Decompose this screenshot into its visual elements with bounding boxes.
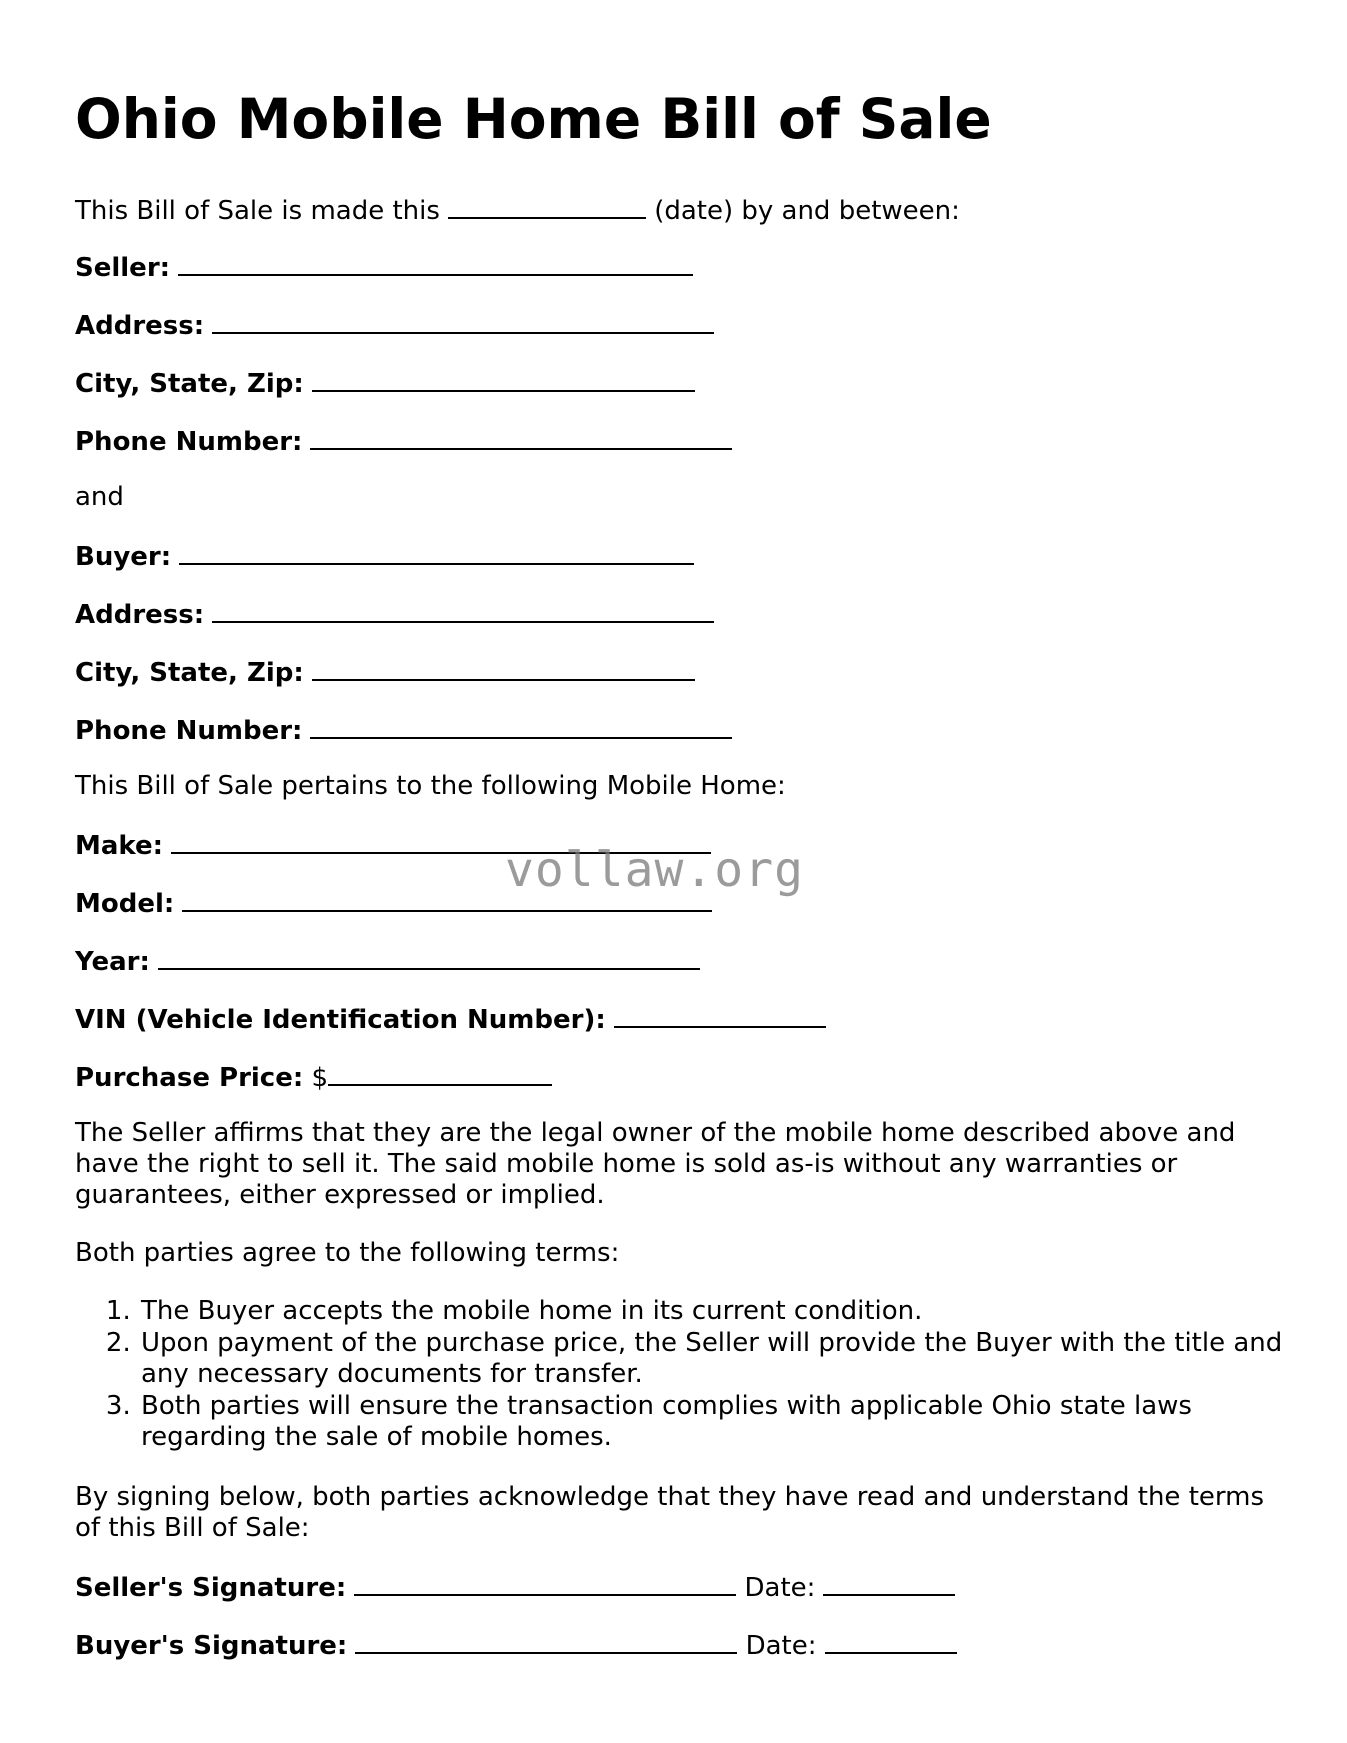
price-label: Purchase Price: — [75, 1063, 304, 1093]
seller-name-line — [75, 250, 693, 284]
term-item-3: 3. Both parties will ensure the transaction complies with applicable Ohio state laws regarding the sale of mobile homes. — [139, 1391, 1319, 1454]
buyer-address-line — [75, 597, 714, 631]
seller-phone-label: Phone Number: — [75, 427, 303, 457]
buyer-city-line — [75, 655, 695, 689]
intro-line — [75, 193, 960, 227]
term-item-2: 2. Upon payment of the purchase price, the Seller will provide the Buyer with the title and any necessary documents for transfer. — [139, 1328, 1319, 1391]
year-blank[interactable] — [158, 944, 700, 970]
seller-address-line — [75, 308, 714, 342]
buyer-signature-blank[interactable] — [355, 1628, 737, 1654]
terms-list — [75, 1296, 1319, 1454]
buyer-address-blank[interactable] — [212, 597, 714, 623]
price-currency-symbol: $ — [311, 1063, 329, 1093]
make-label: Make: — [75, 831, 164, 861]
seller-address-blank[interactable] — [212, 308, 714, 334]
buyer-name-line — [75, 539, 694, 573]
seller-address-label: Address: — [75, 311, 205, 341]
buyer-phone-line — [75, 713, 732, 747]
buyer-signature-line — [75, 1628, 957, 1662]
model-label: Model: — [75, 889, 175, 919]
seller-date-blank[interactable] — [823, 1570, 955, 1596]
buyer-address-label: Address: — [75, 600, 205, 630]
buyer-date-blank[interactable] — [825, 1628, 957, 1654]
seller-phone-line — [75, 424, 732, 458]
buyer-name-blank[interactable] — [179, 539, 694, 565]
buyer-name-label: Buyer: — [75, 542, 172, 572]
term-item-1: 1. The Buyer accepts the mobile home in its current condition. — [139, 1296, 1319, 1328]
document-title: Ohio Mobile Home Bill of Sale — [75, 87, 992, 151]
buyer-city-label: City, State, Zip: — [75, 658, 304, 688]
seller-name-label: Seller: — [75, 253, 171, 283]
seller-city-line — [75, 366, 695, 400]
year-label: Year: — [75, 947, 150, 977]
seller-phone-blank[interactable] — [310, 424, 732, 450]
acknowledgement-paragraph: By signing below, both parties acknowledge that they have read and understand the terms of this Bill of Sale: — [75, 1482, 1264, 1543]
seller-name-blank[interactable] — [178, 250, 693, 276]
price-line — [75, 1060, 552, 1094]
seller-signature-blank[interactable] — [354, 1570, 736, 1596]
buyer-phone-blank[interactable] — [310, 713, 732, 739]
vin-blank[interactable] — [614, 1002, 826, 1028]
terms-intro-text: Both parties agree to the following terms: — [75, 1238, 620, 1268]
and-text: and — [75, 482, 124, 512]
buyer-signature-label: Buyer's Signature: — [75, 1631, 348, 1661]
buyer-date-label: Date: — [745, 1631, 817, 1661]
seller-signature-label: Seller's Signature: — [75, 1573, 347, 1603]
seller-date-label: Date: — [744, 1573, 816, 1603]
home-intro-text: This Bill of Sale pertains to the following Mobile Home: — [75, 771, 786, 801]
price-blank[interactable] — [328, 1060, 552, 1086]
buyer-city-blank[interactable] — [312, 655, 695, 681]
seller-signature-line — [75, 1570, 955, 1604]
vin-line — [75, 1002, 826, 1036]
seller-city-label: City, State, Zip: — [75, 369, 304, 399]
year-line — [75, 944, 700, 978]
affirmation-paragraph: The Seller affirms that they are the legal owner of the mobile home described above and have the right to sell it. The said mobile home is sold as-is without any warranties or guarantees, either expressed or implied. — [75, 1118, 1236, 1210]
seller-city-blank[interactable] — [312, 366, 695, 392]
vin-label: VIN (Vehicle Identification Number): — [75, 1005, 606, 1035]
intro-text-after: (date) by and between: — [654, 196, 960, 226]
intro-text-before: This Bill of Sale is made this — [75, 196, 440, 226]
buyer-phone-label: Phone Number: — [75, 716, 303, 746]
date-blank[interactable] — [448, 193, 646, 219]
watermark: vollaw.org — [505, 842, 804, 898]
